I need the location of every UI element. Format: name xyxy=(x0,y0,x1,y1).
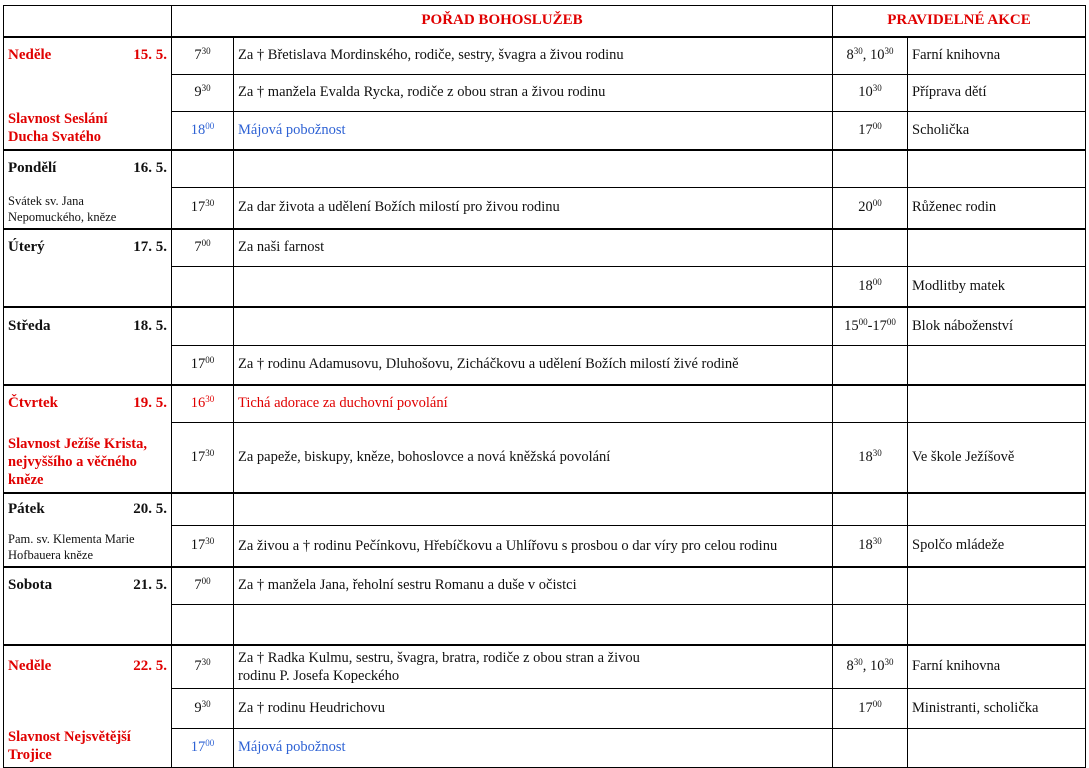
time-minutes: 00 xyxy=(205,355,215,366)
event-label xyxy=(908,567,1086,605)
time-hour: 17 xyxy=(190,537,206,554)
event-label: Farní knihovna xyxy=(908,37,1086,75)
day-note: Pam. sv. Klementa Marie Hofbauera kněze xyxy=(8,531,135,562)
time-hour: 18 xyxy=(858,277,873,294)
event-time xyxy=(833,74,908,112)
event-label: Spolčo mládeže xyxy=(908,525,1086,566)
day-date: 22. 5. xyxy=(133,658,167,674)
service-time xyxy=(172,307,234,346)
day-date: 18. 5. xyxy=(133,317,167,334)
event-label xyxy=(908,385,1086,423)
service-time xyxy=(172,493,234,526)
event-label: Růženec rodin xyxy=(908,187,1086,228)
service-intention xyxy=(234,493,833,526)
event-label: Příprava dětí xyxy=(908,74,1086,112)
schedule-table xyxy=(3,5,1086,768)
time-minutes: 00 xyxy=(872,698,882,709)
table-row xyxy=(4,385,1086,423)
header-services: POŘAD BOHOSLUŽEB xyxy=(172,6,833,37)
service-intention: Za papeže, biskupy, kněze, bohoslovce a nová kněžská povolání xyxy=(234,422,833,492)
service-time xyxy=(172,150,234,188)
time-hour: 17 xyxy=(190,199,206,216)
day-name: Úterý xyxy=(8,239,45,255)
table-row xyxy=(4,493,1086,526)
time-hour: 18 xyxy=(190,121,206,138)
service-intention: Za † manžela Jana, řeholní sestru Romanu a duše v očistci xyxy=(234,567,833,605)
event-label xyxy=(908,604,1086,644)
event-time xyxy=(833,422,908,492)
day-name: Čtvrtek xyxy=(8,395,58,411)
time-minutes: 00 xyxy=(872,276,882,287)
day-cell xyxy=(4,307,172,385)
time-hour: 9 xyxy=(194,84,202,101)
table-row xyxy=(4,567,1086,605)
time-minutes: 30 xyxy=(872,536,882,547)
table-row xyxy=(4,150,1086,188)
day-date: 16. 5. xyxy=(133,160,167,176)
event-time xyxy=(833,150,908,188)
day-name: Neděle xyxy=(8,47,52,63)
day-cell xyxy=(4,37,172,150)
event-time xyxy=(833,307,908,346)
time-minutes: 00 xyxy=(872,120,882,131)
service-time xyxy=(172,688,234,728)
event-label: Scholička xyxy=(908,112,1086,150)
time-hour: 20 xyxy=(858,199,873,216)
time-hour: 17 xyxy=(190,739,206,756)
service-time xyxy=(172,112,234,150)
time-hour: 7 xyxy=(194,577,202,594)
day-note: Slavnost Seslání Ducha Svatého xyxy=(8,110,108,145)
service-intention: Tichá adorace za duchovní povolání xyxy=(234,385,833,423)
day-cell xyxy=(4,229,172,307)
day-name: Pátek xyxy=(8,500,45,517)
service-intention: Májová pobožnost xyxy=(234,729,833,767)
event-time xyxy=(833,229,908,267)
service-intention: Za živou a † rodinu Pečínkovu, Hřebíčkovu a Uhlířovu s prosbou o dar víry pro celou rodinu xyxy=(234,525,833,566)
time-minutes: 30 xyxy=(205,536,215,547)
day-date: 20. 5. xyxy=(133,500,167,517)
day-note: Svátek sv. Jana Nepomuckého, kněze xyxy=(8,193,117,224)
time-minutes: 30 xyxy=(884,46,894,57)
service-time xyxy=(172,645,234,689)
event-time xyxy=(833,567,908,605)
day-date: 15. 5. xyxy=(133,47,167,63)
time-hour: 17 xyxy=(858,121,873,138)
day-name: Sobota xyxy=(8,577,53,593)
time-minutes: 30 xyxy=(201,657,211,668)
day-name: Neděle xyxy=(8,658,52,674)
day-cell xyxy=(4,150,172,229)
service-time xyxy=(172,229,234,267)
time-hour: 7 xyxy=(194,239,202,256)
time-minutes: 00 xyxy=(858,316,868,327)
day-date: 21. 5. xyxy=(133,577,167,593)
time-hour: 7 xyxy=(194,658,202,675)
event-time xyxy=(833,112,908,150)
event-time xyxy=(833,604,908,644)
time-minutes: 00 xyxy=(886,316,896,327)
event-time xyxy=(833,493,908,526)
event-label: Modlitby matek xyxy=(908,266,1086,306)
event-time xyxy=(833,729,908,767)
time-minutes: 30 xyxy=(872,447,882,458)
day-name: Středa xyxy=(8,317,51,334)
service-time xyxy=(172,74,234,112)
time-minutes: 30 xyxy=(205,394,215,405)
day-cell xyxy=(4,385,172,493)
time-hour: -17 xyxy=(867,317,887,334)
time-minutes: 30 xyxy=(872,83,882,94)
time-hour: 9 xyxy=(194,699,202,716)
day-date: 19. 5. xyxy=(133,395,167,411)
event-label xyxy=(908,346,1086,385)
time-hour: 8 xyxy=(846,47,854,64)
service-time xyxy=(172,729,234,767)
time-hour: 17 xyxy=(190,448,206,465)
service-intention: Za † Radka Kulmu, sestru, švagra, bratra, rodiče z obou stran a živou rodinu P. Josefa Kopeckého xyxy=(234,645,833,689)
time-hour: , 10 xyxy=(862,658,885,675)
time-minutes: 00 xyxy=(205,738,215,749)
service-intention xyxy=(234,307,833,346)
table-row xyxy=(4,229,1086,267)
time-minutes: 00 xyxy=(201,576,211,587)
service-time xyxy=(172,385,234,423)
header-blank xyxy=(4,6,172,37)
service-intention: Za dar života a udělení Božích milostí pro živou rodinu xyxy=(234,187,833,228)
time-minutes: 00 xyxy=(872,198,882,209)
service-time xyxy=(172,567,234,605)
day-note: Slavnost Nejsvětější Trojice xyxy=(8,728,131,763)
event-time xyxy=(833,187,908,228)
table-row xyxy=(4,307,1086,346)
day-date: 17. 5. xyxy=(133,239,167,255)
time-minutes: 00 xyxy=(201,238,211,249)
event-time xyxy=(833,385,908,423)
time-minutes: 30 xyxy=(201,46,211,57)
time-hour: 8 xyxy=(846,658,854,675)
service-intention: Májová pobožnost xyxy=(234,112,833,150)
service-time xyxy=(172,187,234,228)
service-intention: Za naši farnost xyxy=(234,229,833,267)
service-time xyxy=(172,525,234,566)
event-time xyxy=(833,525,908,566)
event-label xyxy=(908,493,1086,526)
event-label xyxy=(908,229,1086,267)
event-label xyxy=(908,150,1086,188)
time-minutes: 30 xyxy=(853,657,863,668)
service-intention: Za † rodinu Heudrichovu xyxy=(234,688,833,728)
service-time xyxy=(172,422,234,492)
service-intention: Za † Břetislava Mordinského, rodiče, sestry, švagra a živou rodinu xyxy=(234,37,833,75)
service-intention: Za † rodinu Adamusovu, Dluhošovu, Zicháčkovu a udělení Božích milostí živé rodině xyxy=(234,346,833,385)
day-cell xyxy=(4,493,172,567)
time-minutes: 30 xyxy=(205,198,215,209)
event-time xyxy=(833,37,908,75)
event-label: Ve škole Ježíšově xyxy=(908,422,1086,492)
event-label: Farní knihovna xyxy=(908,645,1086,689)
time-hour: 18 xyxy=(858,448,873,465)
service-intention xyxy=(234,604,833,644)
service-time xyxy=(172,346,234,385)
time-minutes: 00 xyxy=(205,120,215,131)
service-time xyxy=(172,604,234,644)
table-row xyxy=(4,37,1086,75)
day-cell xyxy=(4,567,172,645)
time-minutes: 30 xyxy=(853,46,863,57)
service-time xyxy=(172,37,234,75)
time-minutes: 30 xyxy=(201,698,211,709)
event-label xyxy=(908,729,1086,767)
service-intention: Za † manžela Evalda Rycka, rodiče z obou stran a živou rodinu xyxy=(234,74,833,112)
time-hour: 16 xyxy=(190,395,206,412)
service-time xyxy=(172,266,234,306)
event-time xyxy=(833,346,908,385)
time-hour: 15 xyxy=(844,317,859,334)
time-minutes: 30 xyxy=(201,83,211,94)
time-minutes: 30 xyxy=(205,447,215,458)
header-events: PRAVIDELNÉ AKCE xyxy=(833,6,1086,37)
time-hour: 10 xyxy=(858,84,873,101)
event-time xyxy=(833,688,908,728)
time-hour: 17 xyxy=(190,356,206,373)
event-label: Ministranti, scholička xyxy=(908,688,1086,728)
day-note: Slavnost Ježíše Krista, nejvyššího a věčného kněze xyxy=(8,435,147,488)
time-hour: 7 xyxy=(194,47,202,64)
day-cell xyxy=(4,645,172,768)
event-time xyxy=(833,266,908,306)
service-intention xyxy=(234,150,833,188)
time-hour: 18 xyxy=(858,537,873,554)
table-row xyxy=(4,645,1086,689)
time-hour: 17 xyxy=(858,699,873,716)
time-hour: , 10 xyxy=(862,47,885,64)
event-label: Blok náboženství xyxy=(908,307,1086,346)
service-intention xyxy=(234,266,833,306)
day-name: Pondělí xyxy=(8,160,57,176)
time-minutes: 30 xyxy=(884,657,894,668)
event-time xyxy=(833,645,908,689)
